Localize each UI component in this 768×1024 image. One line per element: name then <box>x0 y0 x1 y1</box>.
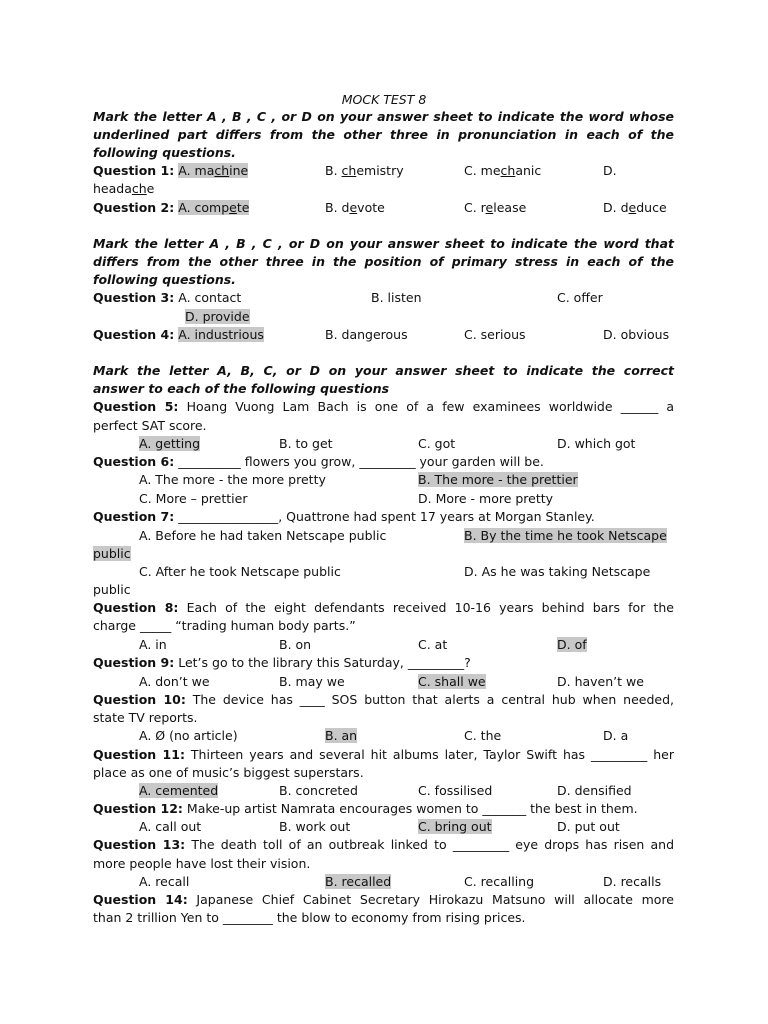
question-stem: Make-up artist Namrata encourages women to _______ the best in them. <box>182 801 638 816</box>
option-d: D. recalls <box>603 874 662 889</box>
option-d: D. provide <box>185 309 250 324</box>
question-stem: The death toll of an outbreak linked to _________ eye drops has risen and <box>185 837 675 852</box>
question-13 <box>93 836 674 854</box>
option-c: C. shall we <box>418 674 486 689</box>
question-label: Question 4: <box>93 327 175 342</box>
question-stem: more people have lost their vision. <box>93 856 311 871</box>
question-label: Question 2: <box>93 200 175 215</box>
option-b: B. dangerous <box>325 327 408 342</box>
option-c: C. After he took Netscape public <box>139 564 341 579</box>
question-stem: state TV reports. <box>93 710 198 725</box>
question-10 <box>93 691 674 709</box>
question-label: Question 3: <box>93 290 175 305</box>
option-b: B. listen <box>371 290 422 305</box>
option-c: C. the <box>464 728 502 743</box>
question-label: Question 12: <box>93 801 183 816</box>
option-a: A. getting <box>139 436 201 451</box>
option-d: D. obvious <box>603 327 670 342</box>
option-c: C. mechanic <box>464 163 542 178</box>
question-4 <box>93 326 264 344</box>
option-d: D. a <box>603 728 629 743</box>
instruction-line: differs from the other three in the position of primary stress in each of the <box>93 254 674 269</box>
option-c: C. bring out <box>418 819 492 834</box>
option-b: B. recalled <box>325 874 392 889</box>
question-stem: place as one of music’s biggest superstars. <box>93 765 364 780</box>
option-c: C. serious <box>464 327 526 342</box>
question-stem: ________________, Quattrone had spent 17 years at Morgan Stanley. <box>174 509 595 524</box>
question-8 <box>93 599 674 617</box>
question-9 <box>93 654 471 672</box>
question-12 <box>93 800 638 818</box>
option-d-continued: headache <box>93 181 155 196</box>
option-d: D. which got <box>557 436 636 451</box>
option-b: B. chemistry <box>325 163 404 178</box>
question-14 <box>93 891 674 909</box>
option-a: A. in <box>139 637 167 652</box>
question-label: Question 1: <box>93 163 175 178</box>
question-label: Question 10: <box>93 692 186 707</box>
option-d: D. haven’t we <box>557 674 644 689</box>
option-d: D. More - more pretty <box>418 491 554 506</box>
question-stem: charge _____ “trading human body parts.” <box>93 618 356 633</box>
option-b: B. devote <box>325 200 385 215</box>
option-b: B. work out <box>279 819 351 834</box>
option-c: C. at <box>418 637 448 652</box>
question-stem: __________ flowers you grow, _________ your garden will be. <box>174 454 544 469</box>
instruction-line: underlined part differs from the other three in pronunciation in each of the <box>93 127 674 142</box>
option-b: B. on <box>279 637 312 652</box>
option-c: C. release <box>464 200 527 215</box>
instruction-line: following questions. <box>93 272 236 287</box>
option-d: D. deduce <box>603 200 667 215</box>
option-b: B. The more - the prettier <box>418 472 578 487</box>
question-stem: Hoang Vuong Lam Bach is one of a few examinees worldwide ______ a <box>178 399 674 414</box>
option-d: D. densified <box>557 783 632 798</box>
option-c: C. got <box>418 436 456 451</box>
option-d-continued: public <box>93 582 131 597</box>
question-label: Question 8: <box>93 600 179 615</box>
question-3 <box>93 289 241 307</box>
question-5 <box>93 398 674 416</box>
option-c: C. recalling <box>464 874 535 889</box>
option-d: D. put out <box>557 819 620 834</box>
option-c: C. More – prettier <box>139 491 248 506</box>
question-stem: Each of the eight defendants received 10-16 years behind bars for the <box>178 600 674 615</box>
option-a: A. The more - the more pretty <box>139 472 326 487</box>
instruction-line: following questions. <box>93 145 236 160</box>
option-c: C. offer <box>557 290 603 305</box>
option-a: A. contact <box>178 290 242 305</box>
question-stem: perfect SAT score. <box>93 418 207 433</box>
question-stem: The device has ____ SOS button that alerts a central hub when needed, <box>185 692 674 707</box>
option-d: D. As he was taking Netscape <box>464 564 651 579</box>
option-a: A. Before he had taken Netscape public <box>139 528 387 543</box>
question-6 <box>93 453 544 471</box>
option-b-continued: public <box>93 546 131 561</box>
option-b: B. to get <box>279 436 333 451</box>
option-a: A. Ø (no article) <box>139 728 238 743</box>
question-label: Question 14: <box>93 892 188 907</box>
question-label: Question 5: <box>93 399 179 414</box>
instruction-line: Mark the letter A , B , C , or D on your answer sheet to indicate the word whose <box>93 109 674 124</box>
option-a: A. don’t we <box>139 674 210 689</box>
option-b: B. may we <box>279 674 345 689</box>
question-stem: Japanese Chief Cabinet Secretary Hirokazu Matsuno will allocate more <box>187 892 674 907</box>
page-title: MOCK TEST 8 <box>341 92 427 107</box>
option-b: B. By the time he took Netscape <box>464 528 667 543</box>
option-a: A. recall <box>139 874 190 889</box>
option-d: D. <box>603 163 617 178</box>
option-d: D. of <box>557 637 587 652</box>
instruction-line: Mark the letter A, B, C, or D on your answer sheet to indicate the correct <box>93 363 674 378</box>
option-b: B. an <box>325 728 358 743</box>
question-1 <box>93 162 248 180</box>
question-label: Question 11: <box>93 747 185 762</box>
instruction-line: answer to each of the following questions <box>93 381 390 396</box>
question-stem: Thirteen years and several hit albums later, Taylor Swift has _________ her <box>184 747 674 762</box>
question-label: Question 6: <box>93 454 175 469</box>
option-c: C. fossilised <box>418 783 493 798</box>
instruction-line: Mark the letter A , B , C , or D on your answer sheet to indicate the word that <box>93 236 674 251</box>
question-2 <box>93 199 249 217</box>
question-label: Question 9: <box>93 655 175 670</box>
question-label: Question 7: <box>93 509 175 524</box>
option-a: A. call out <box>139 819 202 834</box>
option-b: B. concreted <box>279 783 358 798</box>
question-stem: Let’s go to the library this Saturday, _________? <box>174 655 471 670</box>
question-11 <box>93 746 674 764</box>
option-a: A. machine <box>178 163 249 178</box>
option-a: A. cemented <box>139 783 219 798</box>
option-a: A. industrious <box>178 327 264 342</box>
question-stem: than 2 trillion Yen to ________ the blow to economy from rising prices. <box>93 910 526 925</box>
option-a: A. compete <box>178 200 250 215</box>
question-label: Question 13: <box>93 837 186 852</box>
question-7 <box>93 508 595 526</box>
